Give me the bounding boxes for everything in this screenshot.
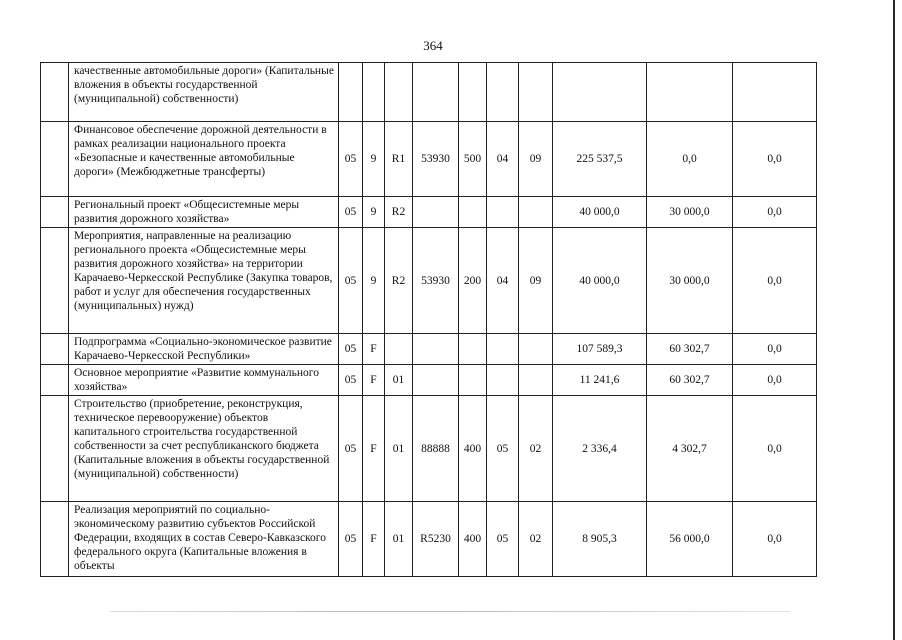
code-cell: 02 xyxy=(519,502,553,577)
code-cell: 400 xyxy=(459,502,487,577)
row-name-cell: Финансовое обеспечение дорожной деятельности в рамках реализации национального проекта «Безопасные и качественные автомобильные дороги» (Межбюджетные трансферты) xyxy=(69,122,339,197)
amount-cell: 0,0 xyxy=(733,365,817,396)
code-cell: 05 xyxy=(339,396,363,502)
code-cell xyxy=(459,334,487,365)
row-index-cell xyxy=(41,396,69,502)
code-cell: F xyxy=(363,502,385,577)
table-row xyxy=(41,365,817,396)
row-index-cell xyxy=(41,334,69,365)
row-index-cell xyxy=(41,228,69,334)
row-name-cell: Реализация мероприятий по социально-экономическому развитию субъектов Российской Федерации, входящих в состав Северо-Кавказского федерального округа (Капитальные вложения в объекты xyxy=(69,502,339,577)
row-index-cell xyxy=(41,502,69,577)
code-cell xyxy=(459,365,487,396)
code-cell xyxy=(385,334,413,365)
code-cell: R5230 xyxy=(413,502,459,577)
code-cell xyxy=(339,63,363,122)
table-row xyxy=(41,197,817,228)
code-cell: 05 xyxy=(339,502,363,577)
code-cell xyxy=(413,197,459,228)
code-cell: R2 xyxy=(385,228,413,334)
code-cell: 09 xyxy=(519,228,553,334)
code-cell: 01 xyxy=(385,365,413,396)
code-cell: F xyxy=(363,396,385,502)
code-cell: 09 xyxy=(519,122,553,197)
table-row xyxy=(41,122,817,197)
code-cell: 01 xyxy=(385,396,413,502)
row-name-cell: Мероприятия, направленные на реализацию регионального проекта «Общесистемные меры развития дорожного хозяйства» на территории Карачаево-Черкесской Республике (Закупка товаров, работ и услуг для обеспечения государственных (муниципальных) нужд) xyxy=(69,228,339,334)
row-index-cell xyxy=(41,122,69,197)
code-cell: R2 xyxy=(385,197,413,228)
table-row xyxy=(41,396,817,502)
amount-cell: 0,0 xyxy=(647,122,733,197)
code-cell xyxy=(519,334,553,365)
code-cell xyxy=(459,197,487,228)
amount-cell: 4 302,7 xyxy=(647,396,733,502)
row-index-cell xyxy=(41,365,69,396)
amount-cell xyxy=(553,63,647,122)
code-cell xyxy=(385,63,413,122)
code-cell: 02 xyxy=(519,396,553,502)
code-cell xyxy=(519,197,553,228)
row-name-cell: Строительство (приобретение, реконструкция, техническое перевооружение) объектов капитального строительства государственной собственности за счет республиканского бюджета (Капитальные вложения в объекты государственной (муниципальной) собственности) xyxy=(69,396,339,502)
code-cell xyxy=(487,334,519,365)
code-cell xyxy=(519,365,553,396)
code-cell: 05 xyxy=(487,502,519,577)
amount-cell: 60 302,7 xyxy=(647,365,733,396)
amount-cell: 0,0 xyxy=(733,396,817,502)
code-cell: 200 xyxy=(459,228,487,334)
amount-cell: 60 302,7 xyxy=(647,334,733,365)
code-cell: 500 xyxy=(459,122,487,197)
amount-cell: 40 000,0 xyxy=(553,228,647,334)
code-cell xyxy=(519,63,553,122)
amount-cell: 30 000,0 xyxy=(647,197,733,228)
amount-cell: 0,0 xyxy=(733,197,817,228)
page-number: 364 xyxy=(423,38,443,53)
amount-cell: 0,0 xyxy=(733,334,817,365)
code-cell: F xyxy=(363,365,385,396)
page-edge-line xyxy=(893,0,895,640)
amount-cell: 2 336,4 xyxy=(553,396,647,502)
code-cell xyxy=(487,63,519,122)
amount-cell: 8 905,3 xyxy=(553,502,647,577)
row-name-cell: качественные автомобильные дороги» (Капитальные вложения в объекты государственной (муниципальной) собственности) xyxy=(69,63,339,122)
row-name-cell: Подпрограмма «Социально-экономическое развитие Карачаево-Черкесской Республики» xyxy=(69,334,339,365)
amount-cell xyxy=(733,63,817,122)
code-cell: 9 xyxy=(363,228,385,334)
table-row xyxy=(41,334,817,365)
row-name-cell: Основное мероприятие «Развитие коммунального хозяйства» xyxy=(69,365,339,396)
amount-cell: 56 000,0 xyxy=(647,502,733,577)
amount-cell: 30 000,0 xyxy=(647,228,733,334)
code-cell xyxy=(487,365,519,396)
code-cell: 05 xyxy=(339,334,363,365)
code-cell xyxy=(459,63,487,122)
code-cell: 05 xyxy=(339,197,363,228)
code-cell: R1 xyxy=(385,122,413,197)
scan-artifact-line xyxy=(110,611,790,612)
code-cell xyxy=(363,63,385,122)
code-cell: 04 xyxy=(487,122,519,197)
amount-cell: 107 589,3 xyxy=(553,334,647,365)
code-cell: 400 xyxy=(459,396,487,502)
code-cell: 05 xyxy=(487,396,519,502)
code-cell xyxy=(487,197,519,228)
code-cell: 9 xyxy=(363,122,385,197)
code-cell xyxy=(413,63,459,122)
table-row xyxy=(41,502,817,577)
code-cell: 05 xyxy=(339,365,363,396)
code-cell xyxy=(413,365,459,396)
row-index-cell xyxy=(41,63,69,122)
code-cell: 04 xyxy=(487,228,519,334)
row-name-cell: Региональный проект «Общесистемные меры развития дорожного хозяйства» xyxy=(69,197,339,228)
amount-cell: 11 241,6 xyxy=(553,365,647,396)
table-row xyxy=(41,63,817,122)
code-cell: 9 xyxy=(363,197,385,228)
amount-cell: 0,0 xyxy=(733,502,817,577)
amount-cell: 0,0 xyxy=(733,122,817,197)
code-cell xyxy=(413,334,459,365)
code-cell: 88888 xyxy=(413,396,459,502)
code-cell: 53930 xyxy=(413,122,459,197)
code-cell: F xyxy=(363,334,385,365)
budget-table xyxy=(40,62,817,577)
amount-cell xyxy=(647,63,733,122)
row-index-cell xyxy=(41,197,69,228)
amount-cell: 225 537,5 xyxy=(553,122,647,197)
code-cell: 05 xyxy=(339,122,363,197)
amount-cell: 0,0 xyxy=(733,228,817,334)
table-row xyxy=(41,228,817,334)
amount-cell: 40 000,0 xyxy=(553,197,647,228)
code-cell: 01 xyxy=(385,502,413,577)
code-cell: 53930 xyxy=(413,228,459,334)
code-cell: 05 xyxy=(339,228,363,334)
